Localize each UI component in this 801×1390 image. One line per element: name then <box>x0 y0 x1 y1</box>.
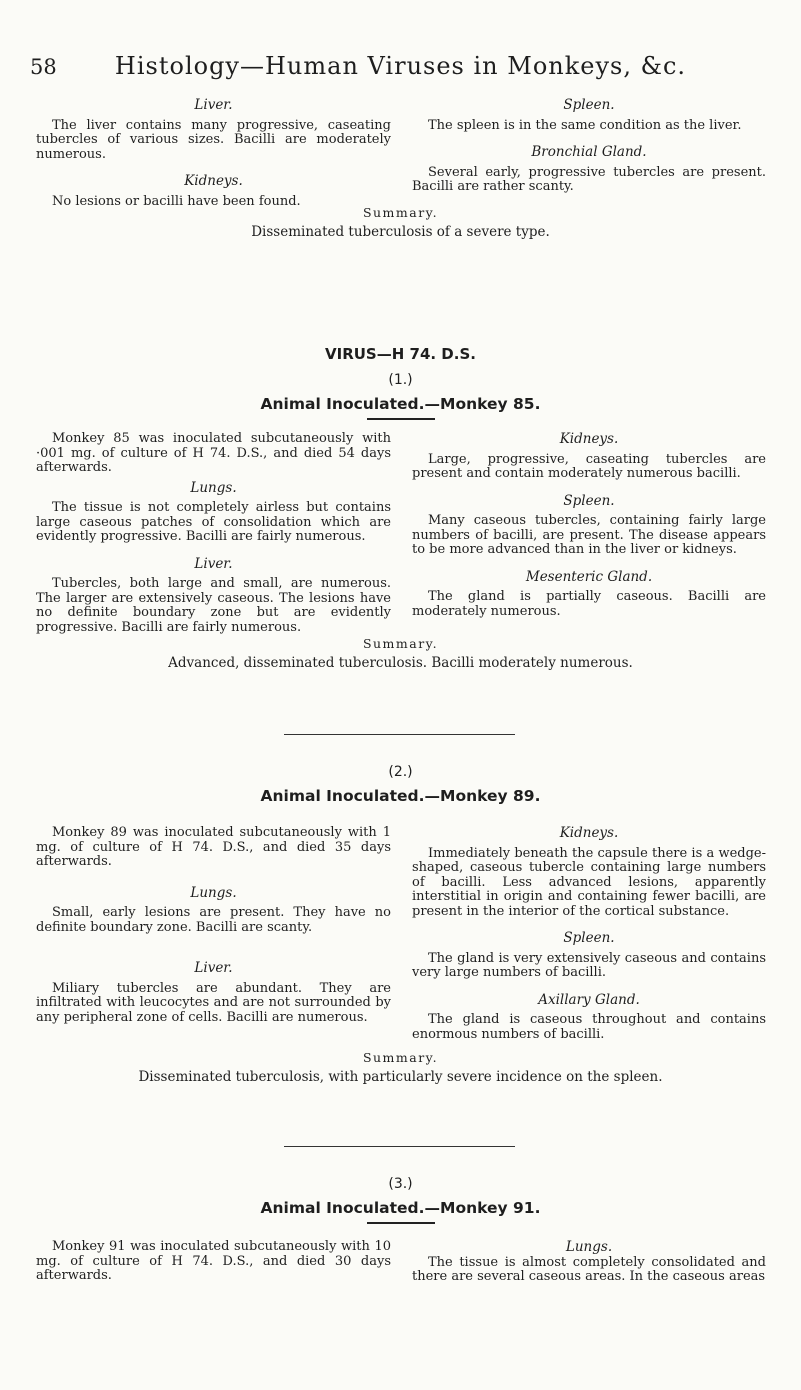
case2-kidneys-heading: Kidneys. <box>559 825 619 841</box>
case1-number: (1.) <box>388 372 413 388</box>
case2-spleen-text: The gland is very extensively caseous and contains very large numbers of bacilli. <box>412 950 766 980</box>
case3-intro: Monkey 91 was inoculated subcutaneously with 10 mg. of culture of H 74. D.S., and died 30 days afterwards. <box>36 1239 391 1283</box>
kidneys-text: No lesions or bacilli have been found. <box>52 193 301 209</box>
case1-title: Animal Inoculated.—Monkey 85. <box>260 395 541 413</box>
section0-right-column <box>412 98 766 195</box>
kidneys-heading: Kidneys. <box>184 173 243 189</box>
case2-lungs-heading: Lungs. <box>190 884 237 901</box>
virus-title: VIRUS—H 74. D.S. <box>325 345 476 363</box>
title-rule <box>367 1222 435 1224</box>
case1-kidneys-text: Large, progressive, caseating tubercles are present and contain moderately numerous bacilli. <box>412 451 766 481</box>
case2-liver-heading: Liver. <box>194 960 233 976</box>
case1-lungs-text: The tissue is not completely airless but contains large caseous patches of consolidation which are evidently progressive. Bacilli are fairly numerous. <box>36 500 391 544</box>
case2-number: (2.) <box>388 764 413 780</box>
summary-text: Disseminated tuberculosis of a severe type. <box>251 224 550 240</box>
case1-liver-heading: Liver. <box>194 555 233 572</box>
case1-lungs-heading: Lungs. <box>190 479 237 496</box>
running-title: Histology—Human Viruses in Monkeys, &c. <box>114 52 687 80</box>
case1-left-column <box>36 432 391 635</box>
section-divider <box>284 1146 515 1147</box>
liver-text: The liver contains many progressive, caseating tubercles of various sizes. Bacilli are moderately numerous. <box>36 117 391 162</box>
case2-axillary-heading: Axillary Gland. <box>538 991 640 1008</box>
case2-right-column <box>412 826 766 1042</box>
case2-spleen-heading: Spleen. <box>563 930 615 946</box>
summary-heading: Summary. <box>362 205 439 220</box>
title-rule <box>367 418 435 420</box>
case1-intro: Monkey 85 was inoculated subcutaneously with ·001 mg. of culture of H 74. D.S., and died 54 days afterwards. <box>36 431 391 475</box>
case3-lungs-text: The tissue is almost completely consolidated and there are several caseous areas. In the caseous areas <box>412 1254 766 1284</box>
case2-kidneys-text: Immediately beneath the capsule there is a wedge-shaped, caseous tubercle containing large numbers of bacilli. Less advanced lesions, apparently interstitial in origin and containing fewer bacilli, are present in the interior of the cortical substance. <box>412 845 766 919</box>
case3-lungs-heading: Lungs. <box>565 1239 613 1255</box>
liver-heading: Liver. <box>194 97 233 113</box>
section-divider <box>284 734 515 735</box>
spleen-heading: Spleen. <box>563 97 615 113</box>
case1-kidneys-heading: Kidneys. <box>559 431 619 447</box>
case2-axillary-text: The gland is caseous throughout and contains enormous numbers of bacilli. <box>412 1012 766 1042</box>
case1-mesenteric-heading: Mesenteric Gland. <box>525 568 653 585</box>
case1-liver-text: Tubercles, both large and small, are numerous. The larger are extensively caseous. The lesions have no definite boundary zone but are evidently progressive. Bacilli are fairly numerous. <box>36 576 391 635</box>
case3-left-column <box>36 1240 391 1284</box>
case2-left-column <box>36 826 391 1025</box>
case1-spleen-heading: Spleen. <box>563 492 615 509</box>
bronchial-gland-heading: Bronchial Gland. <box>531 144 647 160</box>
case2-lungs-text: Small, early lesions are present. They have no definite boundary zone. Bacilli are scanty. <box>36 905 391 935</box>
page-number: 58 <box>30 55 57 79</box>
case2-title: Animal Inoculated.—Monkey 89. <box>260 787 541 805</box>
case3-number: (3.) <box>388 1176 413 1192</box>
case1-summary-heading: Summary. <box>362 636 439 651</box>
case2-summary-heading: Summary. <box>362 1050 439 1065</box>
case1-spleen-text: Many caseous tubercles, containing fairly large numbers of bacilli, are present. The disease appears to be more advanced than in the liver or kidneys. <box>412 513 766 557</box>
case1-right-column <box>412 432 766 619</box>
case1-mesenteric-text: The gland is partially caseous. Bacilli are moderately numerous. <box>412 589 766 619</box>
spleen-text: The spleen is in the same condition as the liver. <box>428 117 742 133</box>
section0-left-column <box>36 98 391 209</box>
case3-title: Animal Inoculated.—Monkey 91. <box>260 1199 541 1217</box>
case2-liver-text: Miliary tubercles are abundant. They are infiltrated with leucocytes and are not surrounded by any peripheral zone of cells. Bacilli are numerous. <box>36 980 391 1025</box>
case3-right-column <box>412 1240 766 1285</box>
case2-intro: Monkey 89 was inoculated subcutaneously with 1 mg. of culture of H 74. D.S., and died 35 days afterwards. <box>36 825 391 869</box>
case1-summary-text: Advanced, disseminated tuberculosis. Bacilli moderately numerous. <box>168 655 633 671</box>
bronchial-gland-text: Several early, progressive tubercles are present. Bacilli are rather scanty. <box>412 164 766 194</box>
case2-summary-text: Disseminated tuberculosis, with particularly severe incidence on the spleen. <box>138 1069 663 1085</box>
